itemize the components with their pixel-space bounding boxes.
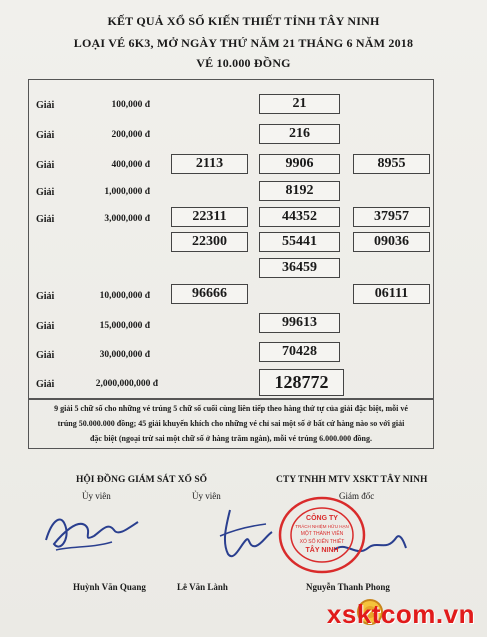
winning-number: 96666 bbox=[171, 284, 248, 304]
signer-name: Nguyễn Thanh Phong bbox=[306, 582, 390, 592]
site-watermark: xsktcom.vn bbox=[326, 599, 475, 629]
note-line: đặc biệt (ngoại trừ sai một chữ số ở hàng trăm ngàn), mỗi vé trúng 6.000.000 đồng. bbox=[89, 434, 373, 443]
winning-number: 216 bbox=[259, 124, 340, 144]
note-line: 9 giải 5 chữ số cho những vé trúng 5 chữ số cuối cùng liên tiếp theo hàng thứ tự của giải đặc biệt, mỗi vé bbox=[54, 404, 408, 413]
signer-name: Huỳnh Văn Quang bbox=[73, 582, 146, 592]
prize-label: Giải bbox=[36, 291, 55, 302]
svg-text:XỔ SỐ KIẾN THIẾT: XỔ SỐ KIẾN THIẾT bbox=[299, 539, 345, 545]
prize-label: Giải bbox=[36, 379, 55, 390]
ticket-price: VÉ 10.000 ĐỒNG bbox=[196, 56, 291, 70]
svg-text:TRÁCH NHIỆM HỮU HẠN: TRÁCH NHIỆM HỮU HẠN bbox=[295, 524, 349, 529]
director-title: Giám đốc bbox=[339, 491, 375, 501]
prize-amount: 1,000,000 đ bbox=[104, 187, 150, 197]
prize-label: Giải bbox=[36, 350, 55, 361]
member-title: Ủy viên bbox=[192, 491, 221, 501]
winning-number: 06111 bbox=[353, 284, 430, 304]
council-heading: HỘI ĐỒNG GIÁM SÁT XỔ SỐ bbox=[76, 475, 207, 485]
prize-amount: 30,000,000 đ bbox=[99, 350, 150, 360]
winning-number: 8955 bbox=[353, 154, 430, 174]
special-prize-number: 128772 bbox=[259, 369, 344, 396]
prize-amount: 2,000,000,000 đ bbox=[95, 379, 158, 389]
prize-label: Giải bbox=[36, 100, 55, 111]
prize-label: Giải bbox=[36, 214, 55, 225]
prize-label: Giải bbox=[36, 160, 55, 171]
company-seal bbox=[274, 494, 370, 576]
svg-text:TÂY NINH: TÂY NINH bbox=[305, 547, 339, 554]
winning-number: 22311 bbox=[171, 207, 248, 227]
prize-label: Giải bbox=[36, 130, 55, 141]
svg-text:MỘT THÀNH VIÊN: MỘT THÀNH VIÊN bbox=[300, 531, 344, 537]
winning-number: 22300 bbox=[171, 232, 248, 252]
winning-number: 2113 bbox=[171, 154, 248, 174]
winning-number: 9906 bbox=[259, 154, 340, 174]
member-title: Ủy viên bbox=[82, 491, 111, 501]
svg-text:CÔNG TY: CÔNG TY bbox=[306, 515, 338, 522]
prize-amount: 100,000 đ bbox=[111, 100, 150, 110]
winning-number: 09036 bbox=[353, 232, 430, 252]
prize-note bbox=[28, 399, 434, 449]
company-heading: CTY TNHH MTV XSKT TÂY NINH bbox=[276, 475, 428, 485]
winning-number: 36459 bbox=[259, 258, 340, 278]
sheet-title: KẾT QUẢ XỔ SỐ KIẾN THIẾT TỈNH TÂY NINH bbox=[107, 14, 380, 28]
winning-number: 37957 bbox=[353, 207, 430, 227]
signer-name: Lê Văn Lành bbox=[177, 582, 228, 592]
prize-amount: 10,000,000 đ bbox=[99, 291, 150, 301]
note-line: trúng 50.000.000 đồng; 45 giải khuyến khích cho những vé chỉ sai một số ở bất cứ hàng nào so với giải bbox=[57, 419, 405, 428]
winning-number: 21 bbox=[259, 94, 340, 114]
signature-1 bbox=[42, 500, 142, 560]
winning-number: 8192 bbox=[259, 181, 340, 201]
draw-info: LOẠI VÉ 6K3, MỞ NGÀY THỨ NĂM 21 THÁNG 6 NĂM 2018 bbox=[73, 36, 414, 50]
prize-label: Giải bbox=[36, 321, 55, 332]
signature-2 bbox=[200, 506, 280, 564]
prize-amount: 3,000,000 đ bbox=[104, 214, 150, 224]
prize-amount: 400,000 đ bbox=[111, 160, 150, 170]
prize-label: Giải bbox=[36, 187, 55, 198]
winning-number: 55441 bbox=[259, 232, 340, 252]
winning-number: 99613 bbox=[259, 313, 340, 333]
winning-number: 44352 bbox=[259, 207, 340, 227]
prize-amount: 15,000,000 đ bbox=[99, 321, 150, 331]
prize-amount: 200,000 đ bbox=[111, 130, 150, 140]
winning-number: 70428 bbox=[259, 342, 340, 362]
